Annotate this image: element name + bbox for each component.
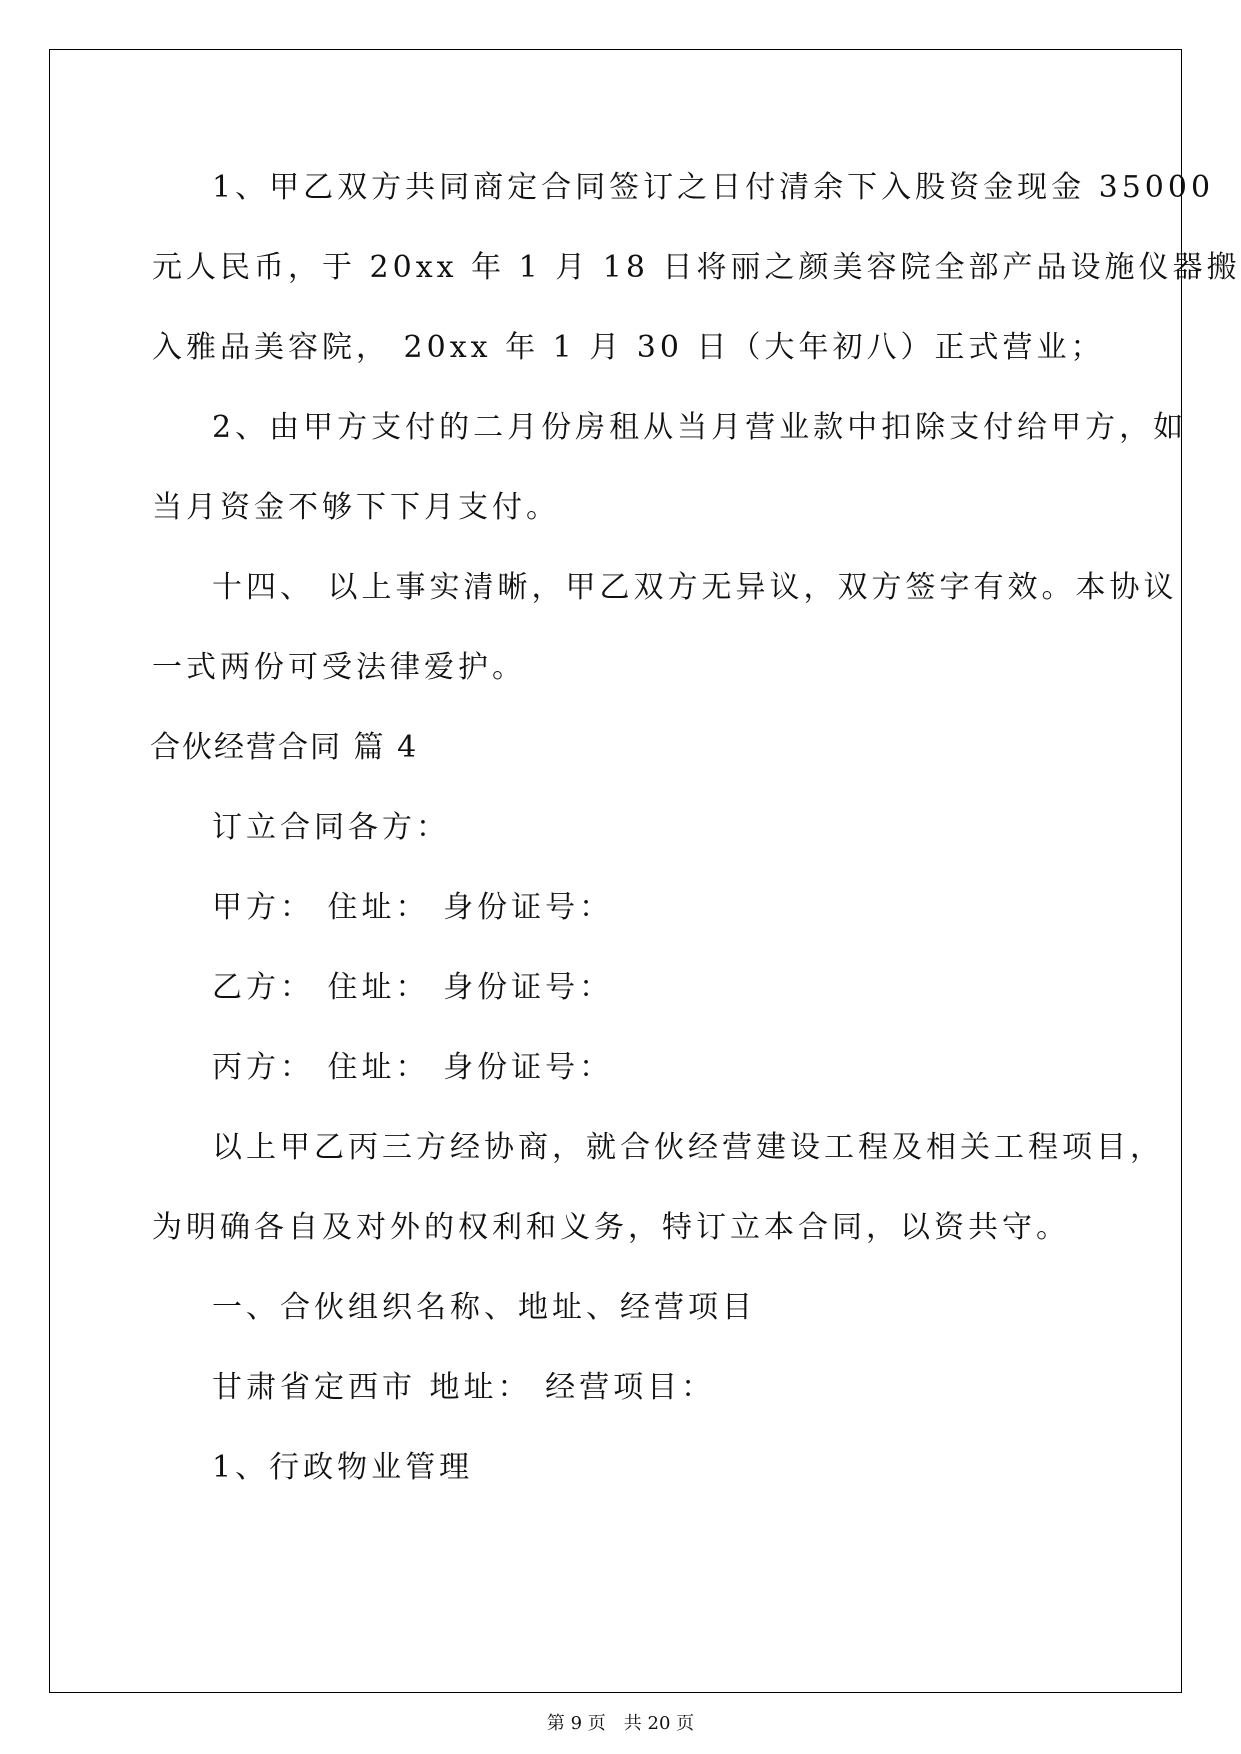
paragraph-line: 当月资金不够下下月支付。 (152, 490, 560, 525)
paragraph-line: 为明确各自及对外的权利和义务，特订立本合同，以资共守。 (152, 1210, 1070, 1245)
party-line: 甲方： 住址： 身份证号： (212, 890, 614, 925)
paragraph-line: 2、由甲方支付的二月份房租从当月营业款中扣除支付给甲方，如 (212, 410, 1188, 445)
party-line: 乙方： 住址： 身份证号： (212, 970, 614, 1005)
paragraph-line: 一式两份可受法律爱护。 (152, 650, 526, 685)
paragraph-line: 一、合伙组织名称、地址、经营项目 (212, 1290, 756, 1325)
page-border (49, 49, 1182, 1693)
paragraph-line: 1、行政物业管理 (212, 1450, 474, 1485)
page-number-footer: 第 9 页 共 20 页 (546, 1713, 695, 1734)
paragraph-line: 入雅品美容院， 20xx 年 1 月 30 日（大年初八）正式营业； (152, 330, 1105, 365)
paragraph-line: 甘肃省定西市 地址： 经营项目： (212, 1370, 716, 1405)
party-line: 丙方： 住址： 身份证号： (212, 1050, 614, 1085)
paragraph-line: 元人民币，于 20xx 年 1 月 18 日将丽之颜美容院全部产品设施仪器搬 (152, 250, 1241, 285)
paragraph-line: 订立合同各方： (212, 810, 450, 845)
paragraph-line: 以上甲乙丙三方经协商，就合伙经营建设工程及相关工程项目， (212, 1130, 1164, 1165)
section-heading: 合伙经营合同 篇 4 (150, 730, 419, 765)
paragraph-line: 1、甲乙双方共同商定合同签订之日付清余下入股资金现金 35000 (212, 170, 1215, 205)
paragraph-line: 十四、 以上事实清晰，甲乙双方无异议，双方签字有效。本协议 (212, 570, 1178, 605)
